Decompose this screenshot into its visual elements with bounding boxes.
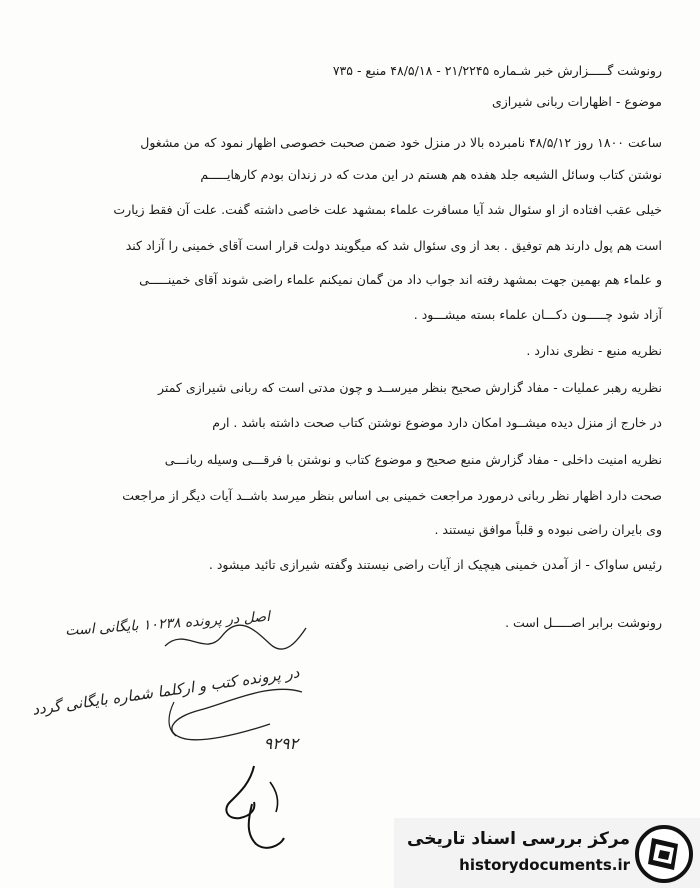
internal-security-opinion-line-3: وی بایران راضی نبوده و قلباً موافق نیستند . <box>434 522 662 537</box>
operations-opinion-line-1: نظریه رهبر عملیات - مفاد گزارش صحیح بنظر میرســد و چون مدتی است که ربانی شیرازی کمتر <box>158 380 662 395</box>
body-line-3: خیلی عقب افتاده از او سئوال شد آیا مسافرت علماء بمشهد علت خاصی داشته گفت. علت آن فقط زیارت <box>113 202 662 217</box>
handwritten-note-file: در پرونده کتب و ارکلما شماره بایگانی گردد <box>30 663 300 719</box>
archive-name: مرکز بررسی اسناد تاریخی <box>407 829 630 849</box>
source-opinion-line: نظریه منبع - نظری ندارد . <box>526 343 662 358</box>
handwritten-scribble-2 <box>160 672 310 752</box>
certified-copy-line: رونوشت برابر اصـــــل است . <box>505 615 662 630</box>
internal-security-opinion-line-1: نظریه امنیت داخلی - مفاد گزارش منبع صحیح و موضوع کتاب و نوشتن با فرقـــی وسیله ربانـــی <box>164 452 662 467</box>
body-line-6: آزاد شود چـــــون دکـــان علماء بسته میشـــود . <box>413 307 662 322</box>
operations-opinion-line-2: در خارج از منزل دیده میشــود امکان دارد موضوع نوشتن کتاب صحت داشته باشد . ارم <box>212 415 662 430</box>
body-line-5: و علماء هم بهمین جهت بمشهد رفته اند جواب داد من گمان نمیکنم علماء راضی شوند آقای خمینـــــی <box>139 272 662 287</box>
body-line-2: نوشتن کتاب وسائل الشیعه جلد هفده هم هستم در این مدت که در زندان بودم کارهایـــــم <box>200 167 662 182</box>
archive-logo-icon <box>634 824 694 884</box>
handwritten-scribble-1 <box>160 618 310 666</box>
savak-chief-opinion-line: رئیس ساواک - از آمدن خمینی هیچیک از آیات راضی نیستند وگفته شیرازی تائید میشود . <box>208 557 662 572</box>
subject-line: موضوع - اظهارات ربانی شیرازی <box>491 94 662 109</box>
handwritten-note-archive: اصل در پرونده ۱۰۲۳۸ بایگانی است <box>64 608 271 640</box>
internal-security-opinion-line-2: صحت دارد اظهار نظر ربانی درمورد مراجعت خمینی بی اساس بنظر میرسد باشــد آیات دیگر از مراجعت <box>122 488 662 503</box>
archive-url: historydocuments.ir <box>459 856 630 874</box>
report-header-line: رونوشت گـــــزارش خبر شـماره ۲۱/۲۲۴۵ - ۴۸/۵/۱۸ منبع - ۷۳۵ <box>332 63 662 78</box>
body-line-1: ساعت ۱۸۰۰ روز ۴۸/۵/۱۲ نامبرده بالا در منزل خود ضمن صحبت خصوصی اظهار نمود که من مشغول <box>140 135 662 150</box>
signature <box>210 760 300 855</box>
handwritten-number: ۹۲۹۲ <box>263 734 298 753</box>
body-line-4: است هم پول دارند هم توفیق . بعد از وی سئوال شد که میگویند دولت قرار است آقای خمینی را آزاد کند <box>125 238 662 253</box>
